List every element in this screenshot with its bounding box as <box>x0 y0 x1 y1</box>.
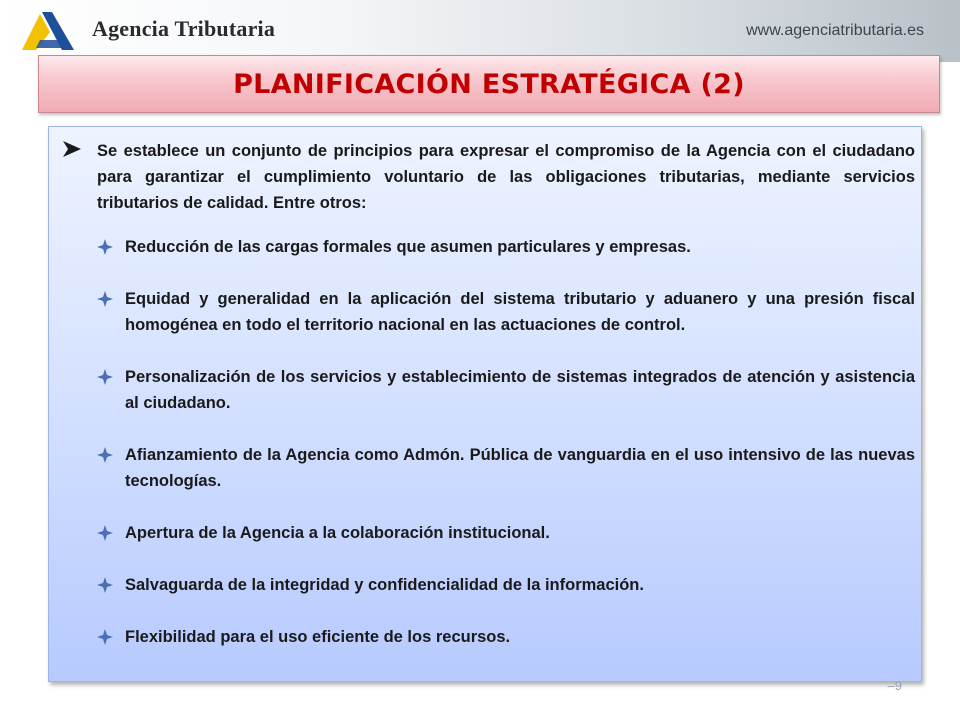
list-item <box>93 286 915 338</box>
diamond-bullet-icon <box>97 239 113 255</box>
diamond-bullet-icon <box>97 525 113 541</box>
list-item <box>93 364 915 416</box>
page-title: PLANIFICACIÓN ESTRATÉGICA (2) <box>233 68 745 100</box>
list-item-text: Reducción de las cargas formales que asumen particulares y empresas. <box>125 238 691 256</box>
diamond-bullet-icon <box>97 447 113 463</box>
list-item-text: Equidad y generalidad en la aplicación del sistema tributario y aduanero y una presión fiscal homogénea en todo el territorio nacional en las actuaciones de control. <box>125 290 915 334</box>
list-item <box>93 442 915 494</box>
agencia-tributaria-logo-icon <box>20 10 76 52</box>
content-box <box>48 126 922 682</box>
list-item-text: Personalización de los servicios y establecimiento de sistemas integrados de atención y asistencia al ciudadano. <box>125 368 915 412</box>
diamond-bullet-icon <box>97 369 113 385</box>
lead-text: Se establece un conjunto de principios para expresar el compromiso de la Agencia con el ciudadano para garantizar el cumplimiento voluntario de las obligaciones tributarias, mediante servicios tributarios de calidad. Entre otros: <box>97 142 915 212</box>
logo-text: Agencia Tributaria <box>92 16 276 41</box>
bullet-list <box>93 234 915 676</box>
list-item-text: Flexibilidad para el uso eficiente de los recursos. <box>125 628 511 646</box>
list-item <box>93 520 915 546</box>
header-band <box>0 0 960 62</box>
list-item-text: Apertura de la Agencia a la colaboración institucional. <box>125 524 550 542</box>
diamond-bullet-icon <box>97 291 113 307</box>
lead-paragraph <box>57 138 915 216</box>
page-number: –9 <box>887 678 902 693</box>
list-item-text: Salvaguarda de la integridad y confidencialidad de la información. <box>125 576 644 594</box>
diamond-bullet-icon <box>97 577 113 593</box>
list-item <box>93 234 915 260</box>
list-item <box>93 572 915 598</box>
diamond-bullet-icon <box>97 629 113 645</box>
website-link[interactable]: www.agenciatributaria.es <box>746 22 924 39</box>
list-item-text: Afianzamiento de la Agencia como Admón. Pública de vanguardia en el uso intensivo de las nuevas tecnologías. <box>125 446 915 490</box>
list-item <box>93 624 915 650</box>
title-box <box>38 55 940 113</box>
arrow-right-icon <box>63 141 81 157</box>
